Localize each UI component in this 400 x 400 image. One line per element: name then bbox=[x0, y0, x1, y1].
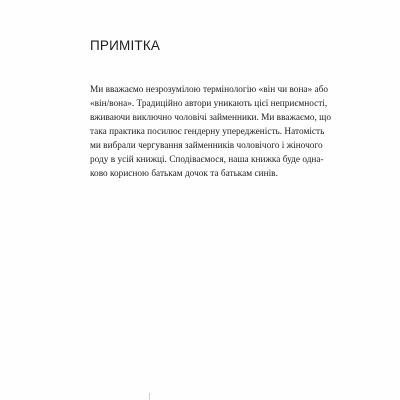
note-line: Ми вважаємо незрозумілою термінологію «він чи вона» або bbox=[90, 85, 329, 95]
note-line: така практика посилює гендерну упередженість. Натомість bbox=[90, 127, 325, 137]
note-line: вживаючи виключно чоловічі займенники. Ми вважаємо, що bbox=[90, 113, 331, 123]
note-line: «він/вона». Традиційно автори уникають цієї неприємності, bbox=[90, 99, 328, 109]
note-heading: ПРИМІТКА bbox=[90, 38, 161, 53]
note-line: ми вибрали чергування займенників чоловічого і жіночого bbox=[90, 141, 323, 151]
page-edge-mark bbox=[149, 393, 150, 400]
note-body bbox=[90, 83, 331, 181]
note-line: роду в усій книжці. Сподіваємося, наша книжка буде одна- bbox=[90, 155, 324, 165]
note-line: ково корисною батькам дочок та батькам синів. bbox=[90, 169, 278, 179]
